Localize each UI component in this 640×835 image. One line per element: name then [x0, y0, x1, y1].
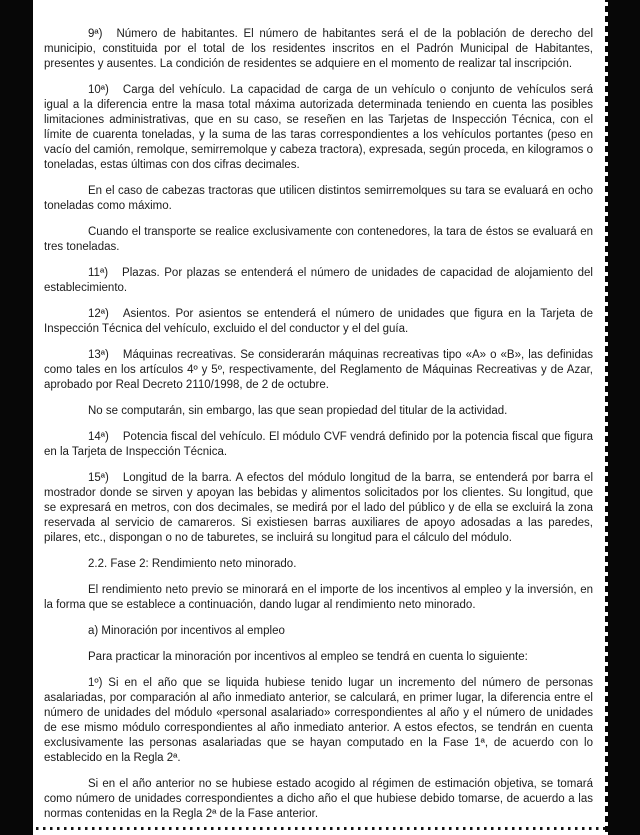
document-text-block — [44, 27, 593, 822]
paragraph-11a-number: 11ª) — [88, 267, 109, 279]
paragraph-14a — [44, 430, 593, 460]
paragraph-9a — [44, 27, 593, 72]
paragraph-15a-text: Longitud de la barra. A efectos del módulo longitud de la barra, se entenderá por barra el mostrador donde se sirven y apoyan las bebidas y alimentos solicitados por los clientes. Su longitud, que se expresará en metros, con dos decimales, se medirá por el lado del público y de ella se excluirá la zona reservada al servicio de camareros. Si existiesen barras auxiliares de apoyo adosadas a las paredes, pilares, etc., dispongan o no de taburetes, se incluirá su longitud para el cálculo del módulo. — [44, 472, 593, 544]
dotted-separator-line — [36, 827, 605, 830]
paragraph-13a-text: Máquinas recreativas. Se considerarán máquinas recreativas tipo «A» o «B», las definidas como tales en los artículos 4º y 5º, respectivamente, del Reglamento de Máquinas Recreativas y de Azar, aprobado por Real Decreto 2110/1998, de 2 de octubre. — [44, 349, 593, 391]
paragraph-ano-anterior: Si en el año anterior no se hubiese estado acogido al régimen de estimación objetiva, se tomará como número de unidades correspondientes a dicho año el que hubiese debido tomarse, de acuerdo a las normas contenidas en la Regla 2ª de la Fase anterior. — [44, 778, 593, 820]
paragraph-10a-text: Carga del vehículo. La capacidad de carga de un vehículo o conjunto de vehículos será igual a la diferencia entre la masa total máxima autorizada determinada teniendo en cuenta las posibles limitaciones administrativas, que en su caso, se reseñen en las Tarjetas de Inspección Técnica, con el límite de cuarenta toneladas, y la suma de las taras correspondientes a los vehículos portantes (peso en vacío del camión, remolque, semirremolque y cabeza tractora), expresada, según proceda, en kilogramos o toneladas, estas últimas con dos cifras decimales. — [44, 84, 593, 171]
heading-fase-2: 2.2. Fase 2: Rendimiento neto minorado. — [88, 558, 297, 570]
paragraph-15a — [44, 471, 593, 546]
paragraph-14a-text: Potencia fiscal del vehículo. El módulo CVF vendrá definido por la potencia fiscal que figura en la Tarjeta de Inspección Técnica. — [44, 431, 593, 458]
paragraph-rendimiento-neto: El rendimiento neto previo se minorará en el importe de los incentivos al empleo y la inversión, en la forma que se establece a continuación, dando lugar al rendimiento neto minorado. — [44, 584, 593, 611]
scan-edge-right — [605, 0, 640, 835]
paragraph-no-computaran: No se computarán, sin embargo, las que sean propiedad del titular de la actividad. — [88, 405, 508, 417]
paragraph-13a — [44, 348, 593, 393]
paragraph-11a-text: Plazas. Por plazas se entenderá el número de unidades de capacidad de alojamiento del establecimiento. — [44, 267, 593, 294]
paragraph-contenedores: Cuando el transporte se realice exclusivamente con contenedores, la tara de éstos se evaluará en tres toneladas. — [44, 226, 593, 253]
paragraph-12a — [44, 307, 593, 337]
perforation-marks — [605, 2, 608, 835]
paragraph-11a — [44, 266, 593, 296]
paragraph-10a — [44, 83, 593, 173]
heading-minoracion-empleo: a) Minoración por incentivos al empleo — [88, 625, 285, 637]
paragraph-15a-number: 15ª) — [88, 472, 109, 484]
paragraph-9a-number: 9ª) — [88, 28, 103, 40]
paragraph-cabezas-tractoras: En el caso de cabezas tractoras que utilicen distintos semirremolques su tara se evaluará en ocho toneladas como máximo. — [44, 185, 593, 212]
paragraph-14a-number: 14ª) — [88, 431, 109, 443]
paragraph-12a-text: Asientos. Por asientos se entenderá el número de unidades que figura en la Tarjeta de Inspección Técnica del vehículo, excluido el del conductor y el del guía. — [44, 308, 593, 335]
paragraph-10a-number: 10ª) — [88, 84, 109, 96]
paragraph-1o: 1º) Si en el año que se liquida hubiese tenido lugar un incremento del número de personas asalariadas, por comparación al año inmediato anterior, se calculará, en primer lugar, la diferencia entre el número de unidades del módulo «personal asalariado» correspondientes al año y el número de unidades de ese mismo módulo correspondientes al año inmediato anterior. A estos efectos, se tendrán en cuenta exclusivamente las personas asalariadas que se hayan computado en la Fase 1ª, de acuerdo con lo establecido en la Regla 2ª. — [44, 677, 593, 764]
paragraph-13a-number: 13ª) — [88, 349, 109, 361]
paragraph-9a-text: Número de habitantes. El número de habitantes será el de la población de derecho del municipio, constituida por el total de los residentes inscritos en el Padrón Municipal de Habitantes, presentes y ausentes. La condición de residentes se adquiere en el momento de realizar tal inscripción. — [44, 28, 593, 70]
paragraph-12a-number: 12ª) — [88, 308, 109, 320]
scan-edge-left — [0, 0, 33, 835]
paragraph-para-practicar: Para practicar la minoración por incentivos al empleo se tendrá en cuenta lo siguiente: — [88, 651, 528, 663]
